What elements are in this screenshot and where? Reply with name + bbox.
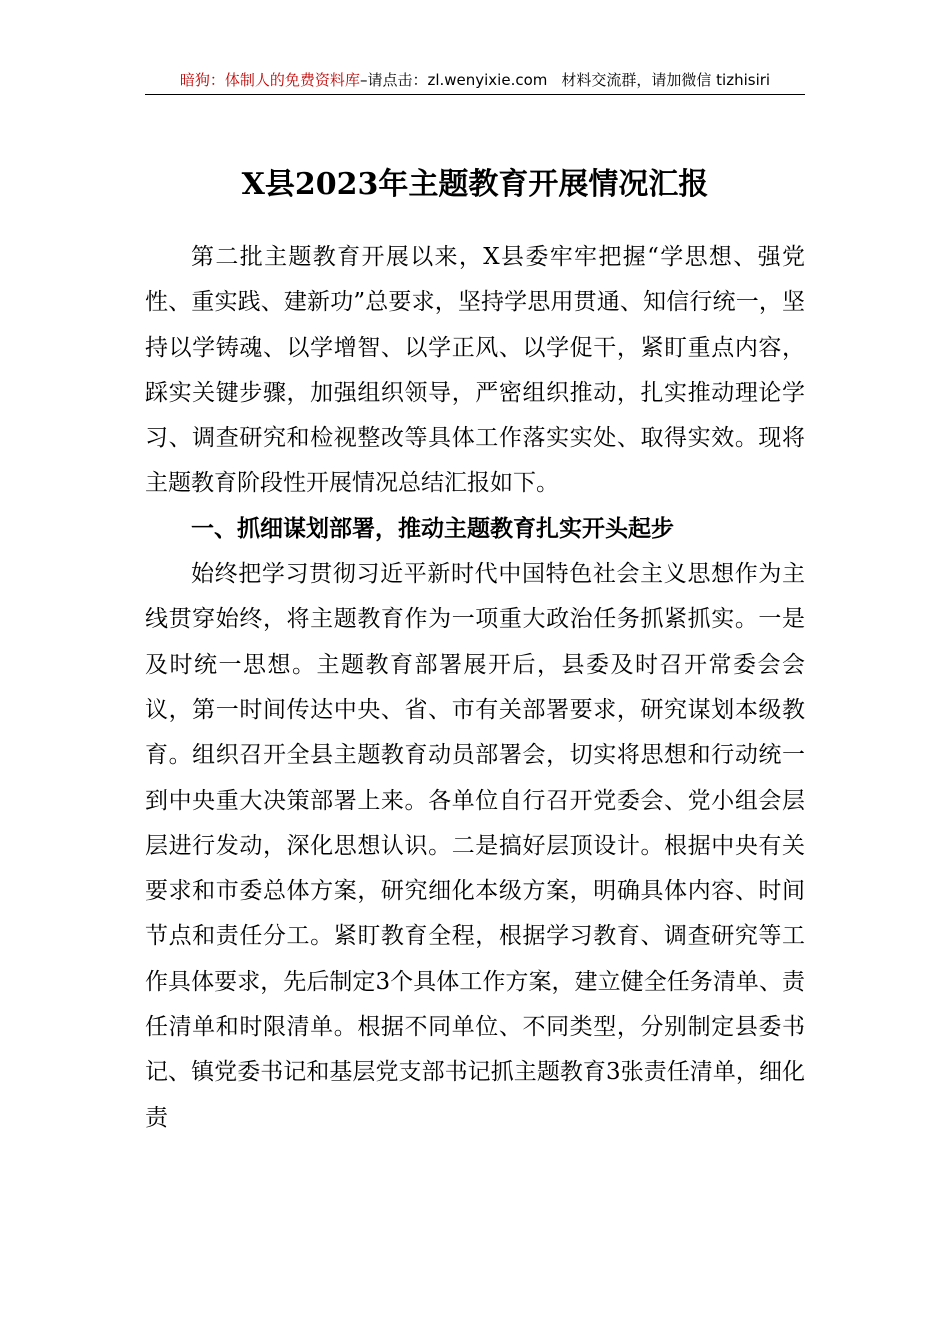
intro-paragraph: 第二批主题教育开展以来，X县委牢牢把握“学思想、强党性、重实践、建新功”总要求，坚持学思用贯通、知信行统一，坚持以学铸魂、以学增智、以学正风、以学促干，紧盯重点内容，踩实关键步骤，加强组织领导，严密组织推动，扎实推动理论学习、调查研究和检视整改等具体工作落实实处、取得实效。现将主题教育阶段性开展情况总结汇报如下。	[145, 244, 805, 497]
section-1-heading: 一、抓细谋划部署，推动主题教育扎实开头起步	[191, 515, 674, 542]
header-brand: 暗狗：体制人的免费资料库	[179, 71, 360, 89]
page-header	[145, 66, 805, 95]
document-body	[145, 235, 805, 1141]
document-title: X县2023年主题教育开展情况汇报	[241, 167, 709, 202]
header-link-prefix: –请点击：	[359, 71, 428, 89]
header-contact: 材料交流群，请加微信 tizhisiri	[561, 71, 771, 89]
section-1-paragraph: 始终把学习贯彻习近平新时代中国特色社会主义思想作为主线贯穿始终，将主题教育作为一项重大政治任务抓紧抓实。一是及时统一思想。主题教育部署展开后，县委及时召开常委会会议，第一时间传达中央、省、市有关部署要求，研究谋划本级教育。组织召开全县主题教育动员部署会，切实将思想和行动统一到中央重大决策部署上来。各单位自行召开党委会、党小组会层层进行发动，深化思想认识。二是搞好层顶设计。根据中央有关要求和市委总体方案，研究细化本级方案，明确具体内容、时间节点和责任分工。紧盯教育全程，根据学习教育、调查研究等工作具体要求，先后制定3个具体工作方案，建立健全任务清单、责任清单和时限清单。根据不同单位、不同类型，分别制定县委书记、镇党委书记和基层党支部书记抓主题教育3张责任清单，细化责	[145, 561, 805, 1131]
header-link-url[interactable]: zl.wenyixie.com	[427, 71, 548, 89]
